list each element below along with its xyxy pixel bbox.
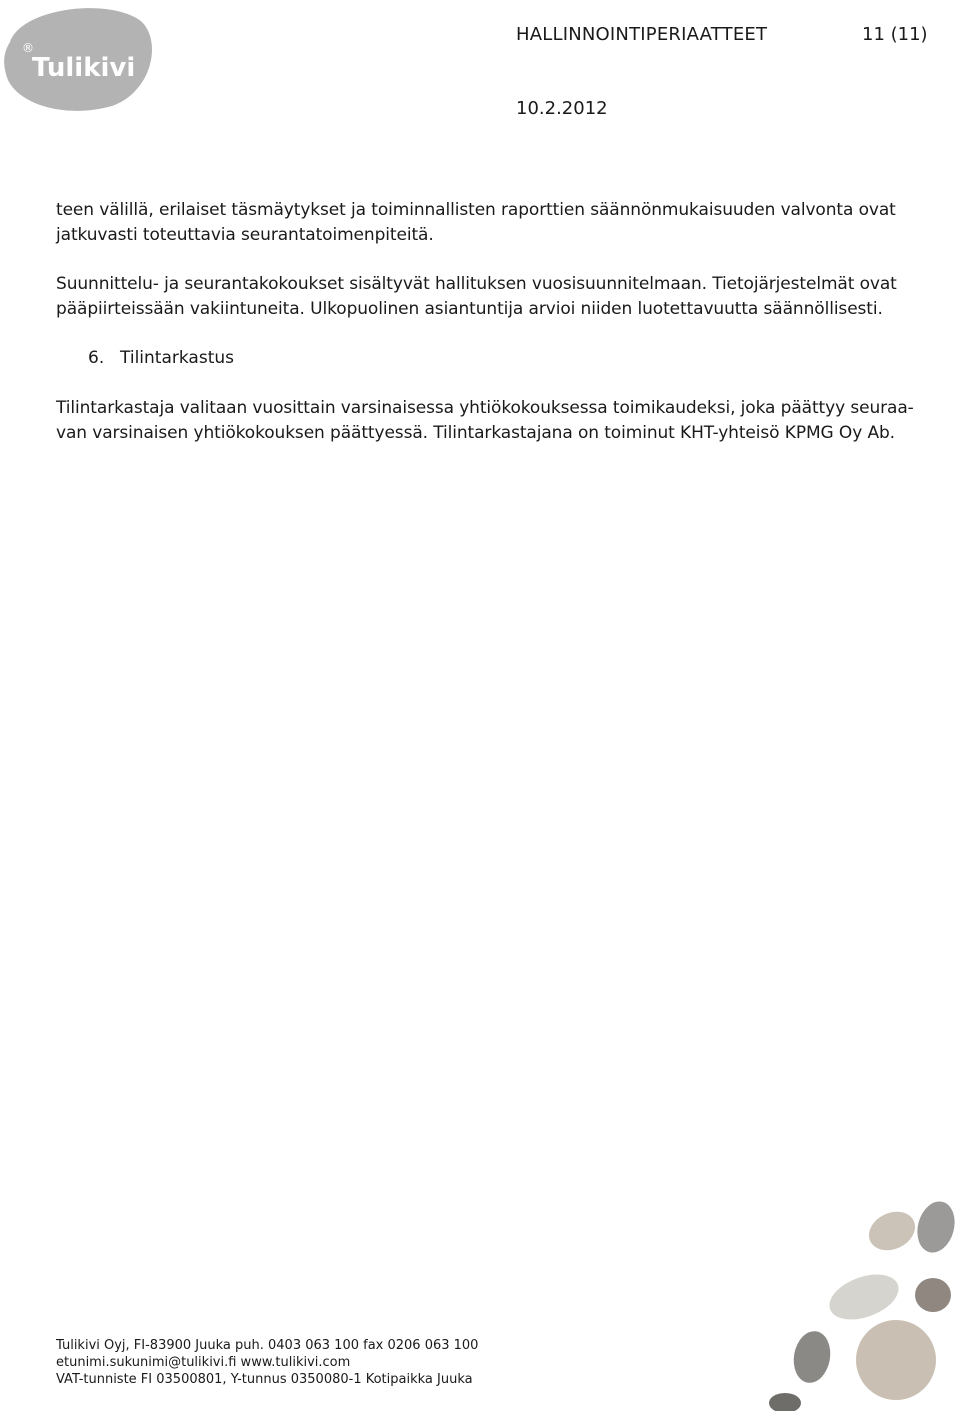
section-title: Tilintarkastus — [120, 348, 234, 368]
logo-text: Tulikivi — [32, 53, 136, 83]
tulikivi-logo — [2, 2, 154, 112]
footer-address: Tulikivi Oyj, FI-83900 Juuka puh. 0403 063 100 fax 0206 063 100 — [56, 1338, 479, 1353]
footer-registration: VAT-tunniste FI 03500801, Y-tunnus 0350080-1 Kotipaikka Juuka — [56, 1372, 473, 1387]
company-footer — [56, 1337, 478, 1388]
document-date: 10.2.2012 — [516, 98, 608, 119]
logo-mark: ® — [22, 41, 34, 55]
section-heading — [88, 346, 234, 371]
document-title: HALLINNOINTIPERIAATTEET — [516, 24, 768, 45]
paragraph-3: Tilintarkastaja valitaan vuosittain varsinaisessa yhtiökokouksessa toimikaudeksi, joka päättyy seuraa-van varsinaisen yhtiökokouksen päättyessä. Tilintarkastajana on toiminut KHT-yhteisö KPMG Oy Ab. — [56, 398, 914, 443]
section-number: 6. — [88, 348, 105, 368]
pebbles-image — [760, 1195, 960, 1411]
paragraph-2: Suunnittelu- ja seurantakokoukset sisältyvät hallituksen vuosisuunnitelmaan. Tietojärjestelmät ovat pääpiirteissään vakiintuneita. Ulkopuolinen asiantuntija arvioi niiden luotettavuutta säännöllisesti. — [56, 274, 897, 319]
paragraph-1: teen välillä, erilaiset täsmäytykset ja toiminnallisten raporttien säännönmukaisuuden valvonta ovat jatkuvasti toteuttavia seurantatoimenpiteitä. — [56, 200, 896, 245]
page-number: 11 (11) — [862, 24, 928, 45]
footer-contact: etunimi.sukunimi@tulikivi.fi www.tulikivi.com — [56, 1355, 351, 1370]
